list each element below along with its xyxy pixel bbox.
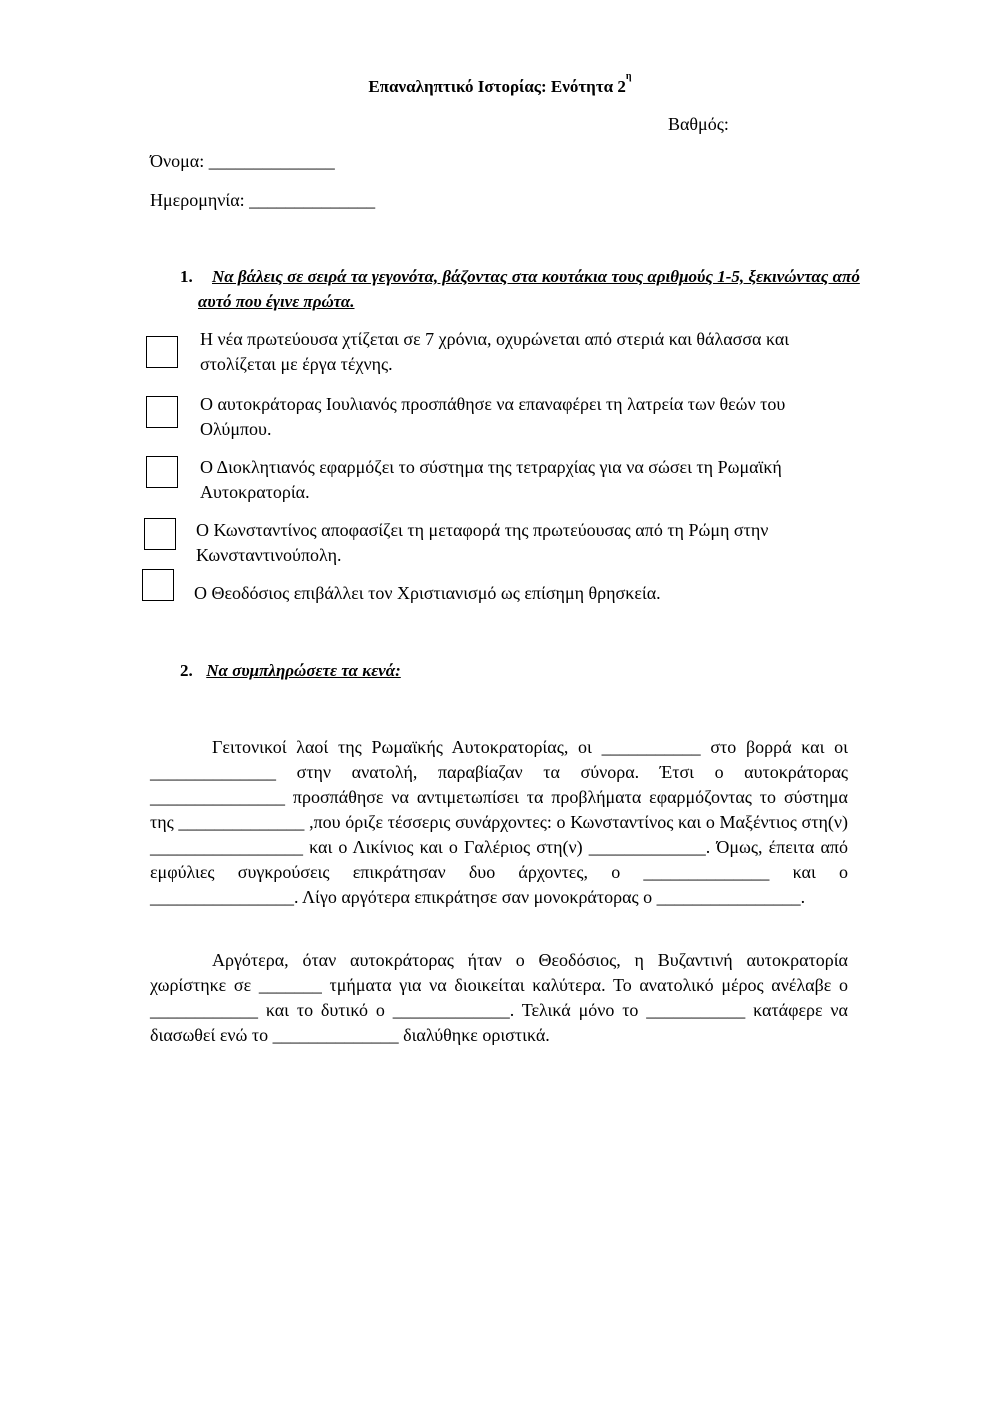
event-item-5: Ο Θεοδόσιος επιβάλλει τον Χριστιανισμό ως επίσημη θρησκεία.: [194, 583, 661, 603]
order-box-3[interactable]: [146, 456, 178, 488]
question-2-number: 2.: [180, 661, 193, 680]
event-item-2: Ο αυτοκράτορας Ιουλιανός προσπάθησε να επαναφέρει τη λατρεία των θεών του Ολύμπου.: [200, 394, 786, 439]
event-item-4: Ο Κωνσταντίνος αποφασίζει τη μεταφορά της πρωτεύουσας από τη Ρώμη στην Κωνσταντινούπολη.: [196, 520, 769, 565]
order-box-4[interactable]: [144, 518, 176, 550]
name-field[interactable]: Όνομα: ______________: [150, 151, 335, 171]
order-box-5[interactable]: [142, 569, 174, 601]
paragraph-2-text: Αργότερα, όταν αυτοκράτορας ήταν ο Θεοδόσιος, η Βυζαντινή αυτοκρατορία χωρίστηκε σε _______ τμήματα για να διοικείται καλύτερα. Το ανατολικό μέρος ανέλαβε ο ____________ και το δυτικό ο _____________. Τελικά μόνο το ___________ κατάφερε να διασωθεί ενώ το ______________ διαλύθηκε οριστικά.: [150, 950, 848, 1045]
question-2-heading: [180, 658, 401, 683]
title-superscript: η: [625, 71, 632, 82]
question-1-prompt: Να βάλεις σε σειρά τα γεγονότα, βάζοντας στα κουτάκια τους αριθμούς 1-5, ξεκινώντας από αυτό που έγινε πρώτα.: [198, 267, 860, 311]
question-1-number: 1.: [180, 267, 193, 286]
page-title: [0, 71, 1000, 99]
order-box-1[interactable]: [146, 336, 178, 368]
fill-in-paragraph-1[interactable]: [150, 735, 848, 910]
event-item-1: Η νέα πρωτεύουσα χτίζεται σε 7 χρόνια, οχυρώνεται από στεριά και θάλασσα και στολίζεται με έργα τέχνης.: [200, 329, 790, 374]
grade-label: Βαθμός:: [668, 114, 729, 134]
question-1-heading: [180, 264, 860, 314]
paragraph-1-text: Γειτονικοί λαοί της Ρωμαϊκής Αυτοκρατορίας, οι ___________ στο βορρά και οι ______________ στην ανατολή, παραβίαζαν τα σύνορα. Έτσι ο αυτοκράτορας _______________ προσπάθησε να αντιμετωπίσει τα προβλήματα εφαρμόζοντας το σύστημα της ______________ ,που όριζε τέσσερις συνάρχοντες: ο Κωνσταντίνος και ο Μαξέντιος στη(ν) _________________ και ο Λικίνιος και ο Γαλέριος στη(ν) _____________. Όμως, έπειτα από εμφύλιες συγκρούσεις επικράτησαν δυο άρχοντες, ο ______________ και ο ________________. Λίγο αργότερα επικράτησε σαν μονοκράτορας ο ________________.: [150, 737, 848, 907]
title-text: Επαναληπτικό Ιστορίας: Ενότητα 2: [368, 77, 626, 96]
date-field[interactable]: Ημερομηνία: ______________: [150, 190, 376, 210]
order-box-2[interactable]: [146, 396, 178, 428]
fill-in-paragraph-2[interactable]: [150, 948, 848, 1048]
question-2-prompt: Να συμπληρώσετε τα κενά:: [206, 661, 401, 680]
event-item-3: Ο Διοκλητιανός εφαρμόζει το σύστημα της τετραρχίας για να σώσει τη Ρωμαϊκή Αυτοκρατορία.: [200, 457, 782, 502]
